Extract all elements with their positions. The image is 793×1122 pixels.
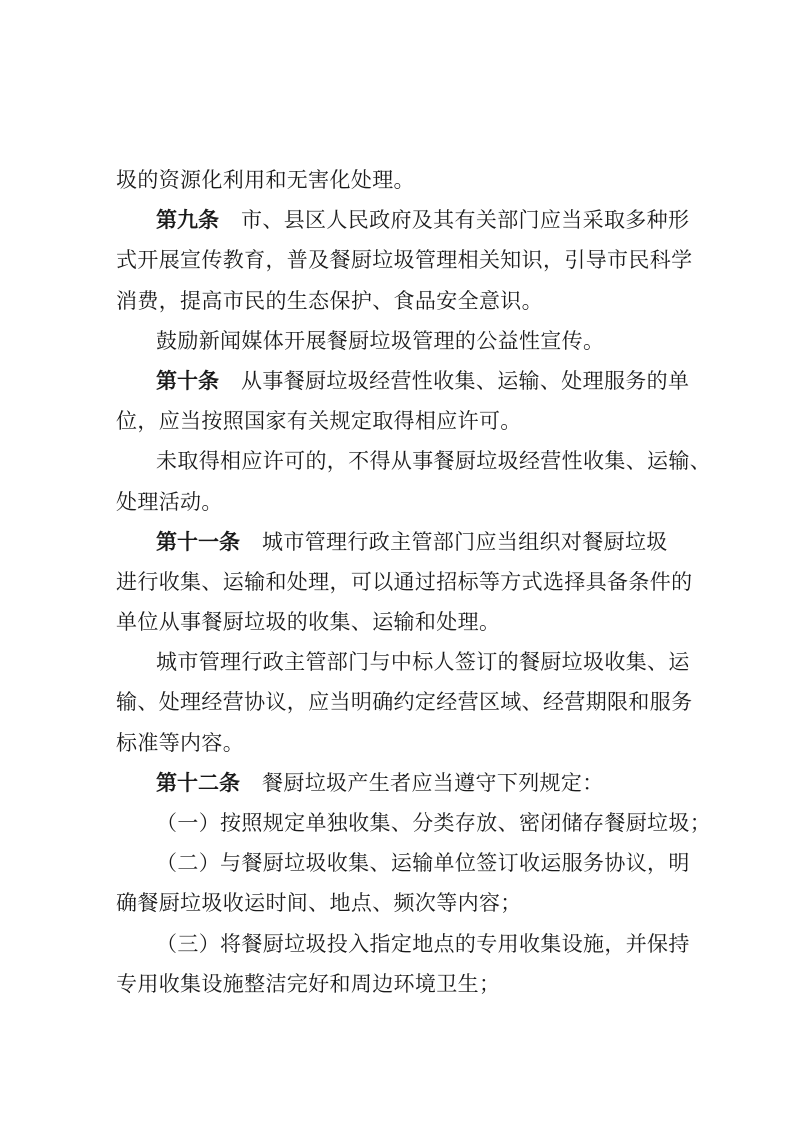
text-line: 式开展宣传教育，普及餐厨垃圾管理相关知识，引导市民科学	[116, 248, 693, 273]
article-10-heading-line: 第十条 从事餐厨垃圾经营性收集、运输、处理服务的单	[156, 368, 690, 393]
text-line: 进行收集、运输和处理，可以通过招标等方式选择具备条件的	[116, 569, 693, 594]
text-line: 确餐厨垃圾收运时间、地点、频次等内容；	[116, 891, 522, 916]
list-item-line: （一）按照规定单独收集、分类存放、密闭储存餐厨垃圾；	[156, 811, 712, 835]
document-body	[116, 160, 712, 1004]
list-item-line: （二）与餐厨垃圾收集、运输单位签订收运服务协议，明	[156, 851, 690, 876]
text-line: 处理活动。	[116, 489, 223, 514]
paragraph-line: 鼓励新闻媒体开展餐厨垃圾管理的公益性宣传。	[156, 328, 605, 353]
text-line: 单位从事餐厨垃圾的收集、运输和处理。	[116, 610, 501, 635]
article-number: 第十二条	[156, 770, 240, 795]
text-line: 消费，提高市民的生态保护、食品安全意识。	[116, 288, 543, 313]
article-11-heading-line: 第十一条 城市管理行政主管部门应当组织对餐厨垃圾	[156, 529, 668, 554]
article-number: 第十一条	[156, 529, 240, 554]
text-line: 位，应当按照国家有关规定取得相应许可。	[116, 409, 522, 434]
text-line: 专用收集设施整洁完好和周边环境卫生；	[116, 971, 501, 996]
text-line: 输、处理经营协议，应当明确约定经营区域、经营期限和服务	[116, 690, 693, 715]
article-9-heading-line: 第九条 市、县区人民政府及其有关部门应当采取多种形	[156, 208, 690, 233]
paragraph-line: 未取得相应许可的，不得从事餐厨垃圾经营性收集、运输、	[156, 449, 712, 474]
list-item-line: （三）将餐厨垃圾投入指定地点的专用收集设施，并保持	[156, 931, 690, 956]
article-number: 第十条	[156, 368, 219, 393]
text-line: 圾的资源化利用和无害化处理。	[116, 168, 415, 192]
paragraph-line: 城市管理行政主管部门与中标人签订的餐厨垃圾收集、运	[156, 650, 690, 675]
article-number: 第九条	[156, 208, 219, 233]
text-line: 标准等内容。	[116, 730, 245, 755]
article-12-heading-line: 第十二条 餐厨垃圾产生者应当遵守下列规定：	[156, 770, 604, 795]
